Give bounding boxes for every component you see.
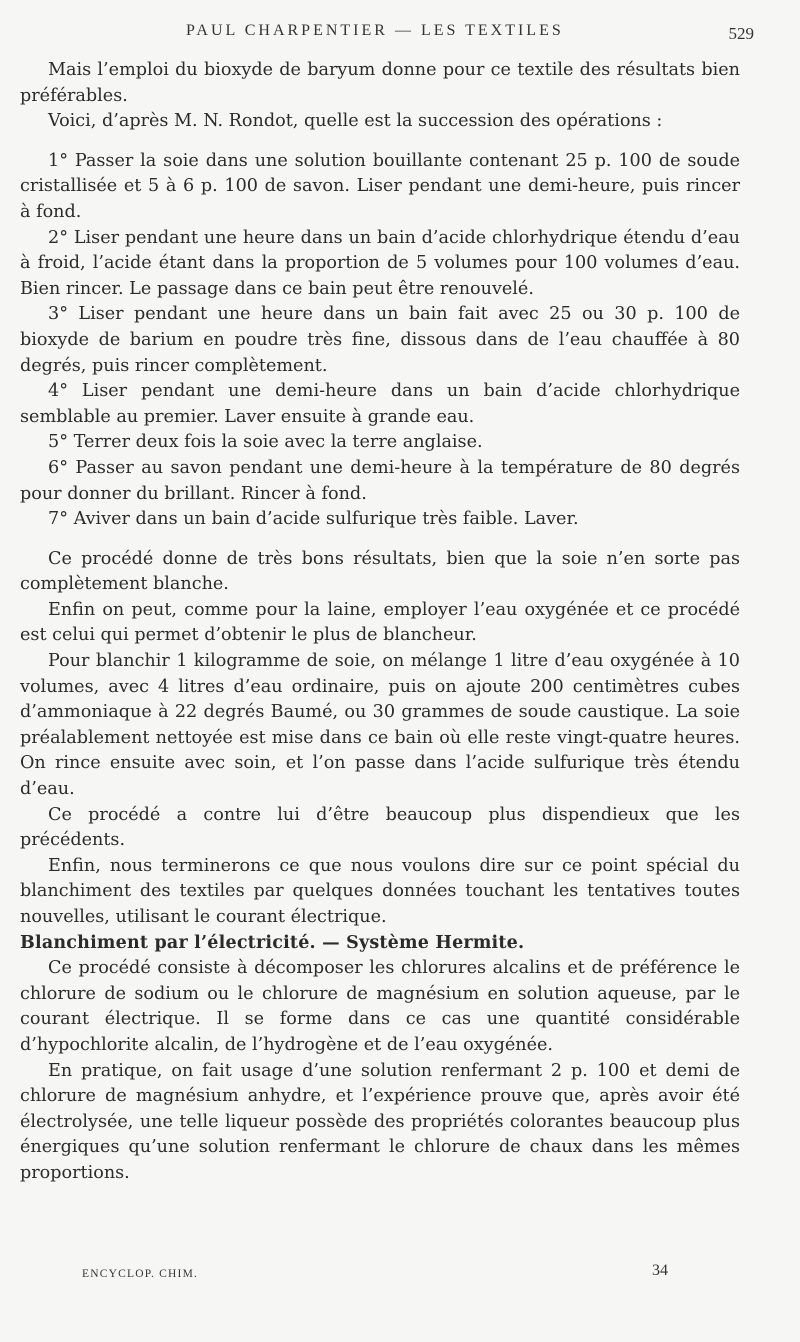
running-head: PAUL CHARPENTIER — LES TEXTILES — [186, 22, 564, 39]
step-4: 4° Liser pendant une demi-heure dans un bain d’acide chlorhydrique semblable au premier. Laver ensuite à grande eau. — [20, 381, 740, 427]
step-6: 6° Passer au savon pendant une demi-heure à la température de 80 degrés pour donner du brillant. Rincer à fond. — [20, 457, 740, 504]
step-5: 5° Terrer deux fois la soie avec la terre anglaise. — [48, 432, 483, 453]
page-body — [20, 58, 740, 1187]
step-7: 7° Aviver dans un bain d’acide sulfurique très faible. Laver. — [48, 509, 579, 530]
paragraph: Pour blanchir 1 kilogramme de soie, on mélange 1 litre d’eau oxygénée à 10 volumes, avec 4 litres d’eau ordinaire, puis on ajoute 200 centimètres cubes d’ammoniaque à 22 degrés Baumé, ou 30 grammes de soude caustique. La soie préalablement nettoyée est mise dans ce bain où elle reste vingt-quatre heures. On rince ensuite avec soin, et l’on passe dans l’acide sulfurique très étendu d’eau. — [20, 651, 740, 800]
step-3: 3° Liser pendant une heure dans un bain fait avec 25 ou 30 p. 100 de bioxyde de barium en poudre très fine, dissous dans de l’eau chauffée à 80 degrés, puis rincer complètement. — [20, 304, 740, 376]
step-1: 1° Passer la soie dans une solution bouillante contenant 25 p. 100 de soude cristallisée et 5 à 6 p. 100 de savon. Liser pendant une demi-heure, puis rincer à fond. — [20, 150, 740, 222]
paragraph: Ce procédé a contre lui d’être beaucoup plus dispendieux que les précédents. — [20, 804, 740, 851]
step-2: 2° Liser pendant une heure dans un bain d’acide chlorhydrique étendu d’eau à froid, l’acide étant dans la proportion de 5 volumes pour 100 volumes d’eau. Bien rincer. Le passage dans ce bain peut être renouvelé. — [20, 227, 740, 299]
page-number: 529 — [728, 24, 754, 43]
paragraph: Enfin, nous terminerons ce que nous voulons dire sur ce point spécial du blanchiment des textiles par quelques données touchant les tentatives toutes nouvelles, utilisant le courant électrique. — [20, 855, 740, 927]
section-heading: Blanchiment par l’électricité. — Système Hermite. — [20, 932, 525, 953]
paragraph: En pratique, on fait usage d’une solution renfermant 2 p. 100 et demi de chlorure de magnésium anhydre, et l’expérience prouve que, après avoir été électrolysée, une telle liqueur possède des propriétés colorantes beaucoup plus énergiques qu’une solution renfermant le chlorure de chaux dans les mêmes proportions. — [20, 1060, 740, 1183]
footer-sheet-number: 34 — [652, 1262, 668, 1279]
paragraph: Enfin on peut, comme pour la laine, employer l’eau oxygénée et ce procédé est celui qui permet d’obtenir le plus de blancheur. — [20, 599, 740, 646]
paragraph: Mais l’emploi du bioxyde de baryum donne pour ce textile des résultats bien préférables. — [20, 60, 740, 106]
paragraph: Voici, d’après M. N. Rondot, quelle est la succession des opérations : — [48, 111, 663, 132]
footer-signature: ENCYCLOP. CHIM. — [82, 1268, 199, 1280]
page-header — [0, 20, 800, 50]
paragraph: Ce procédé donne de très bons résultats, bien que la soie n’en sorte pas complètement blanche. — [20, 548, 740, 595]
paragraph: Ce procédé consiste à décomposer les chlorures alcalins et de préférence le chlorure de sodium ou le chlorure de magnésium en solution aqueuse, par le courant électrique. Il se forme dans ce cas une quantité considérable d’hypochlorite alcalin, de l’hydrogène et de l’eau oxygénée. — [20, 958, 740, 1055]
